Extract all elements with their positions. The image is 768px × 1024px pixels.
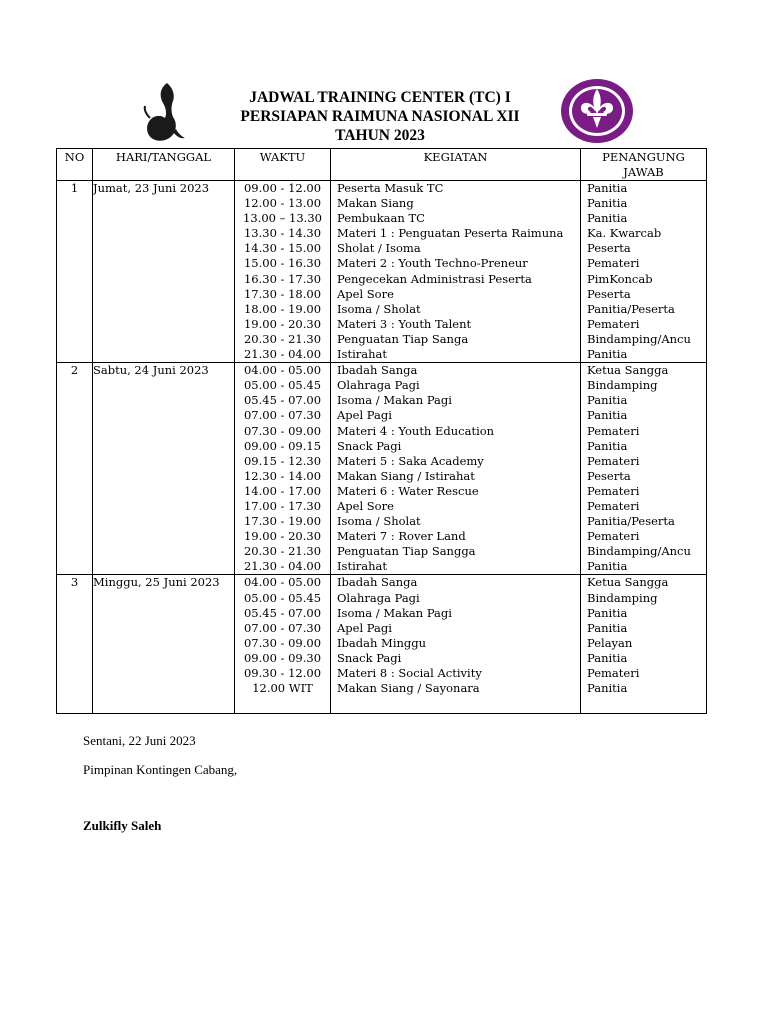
activity-item: Apel Pagi [337,620,392,635]
activity-item: Penguatan Tiap Sangga [337,544,476,559]
activity-item: Isoma / Makan Pagi [337,605,452,620]
day-date: Sabtu, 24 Juni 2023 [93,363,235,575]
activity-item: Materi 4 : Youth Education [337,423,495,438]
title-line-2: PERSIAPAN RAIMUNA NASIONAL XII [240,108,520,125]
activity-item-column [331,363,581,575]
table-row [57,575,707,714]
activity-item: Ibadah Minggu [337,635,427,650]
day-date: Jumat, 23 Juni 2023 [93,181,235,363]
person-in-charge: Ketua Sangga [587,363,669,378]
time-slot: 09.30 - 12.00 [243,666,322,680]
time-slot: 18.00 - 19.00 [243,301,322,316]
header-activity: KEGIATAN [331,149,581,181]
person-in-charge: Peserta [587,468,631,483]
time-slot-column [235,181,331,363]
time-slot: 20.30 - 21.30 [243,544,322,559]
header-day: HARI/TANGGAL [93,149,235,181]
person-in-charge: Pemateri [587,256,640,271]
person-in-charge: PimKoncab [587,271,653,286]
time-slot: 07.30 - 09.00 [243,423,322,438]
day-number: 3 [57,575,93,714]
document-title [190,88,570,145]
title-line-3: TAHUN 2023 [335,127,425,144]
person-in-charge: Panitia [587,559,628,574]
time-slot: 05.45 - 07.00 [243,393,322,408]
person-in-charge: Pelayan [587,635,633,650]
schedule-table [56,148,707,714]
time-slot: 07.00 - 07.30 [243,620,322,635]
time-slot: 21.30 - 04.00 [243,347,322,362]
time-slot: 12.00 WIT [252,681,313,696]
time-slot: 16.30 - 17.30 [243,271,322,286]
person-in-charge: Panitia [587,650,628,665]
person-in-charge: Pemateri [587,453,640,468]
time-slot: 14.30 - 15.00 [243,241,322,256]
person-in-charge: Panitia [587,681,628,696]
time-slot: 09.00 - 09.15 [243,438,322,453]
time-slot: 07.30 - 09.00 [243,635,322,650]
activity-item: Penguatan Tiap Sanga [337,331,469,346]
time-slot: 09.00 - 12.00 [243,181,322,195]
time-slot: 04.00 - 05.00 [243,575,322,590]
person-in-charge-column [581,181,707,363]
header-time: WAKTU [235,149,331,181]
day-number: 2 [57,363,93,575]
person-in-charge: Panitia [587,393,628,408]
activity-item-column [331,575,581,714]
signer-position: Pimpinan Kontingen Cabang, [83,762,238,777]
place-date: Sentani, 22 Juni 2023 [83,733,196,748]
header-person-in-charge [581,149,707,181]
person-in-charge: Panitia [587,620,628,635]
activity-item: Materi 7 : Rover Land [337,529,466,544]
time-slot: 13.00 – 13.30 [243,211,322,226]
activity-item: Materi 1 : Penguatan Peserta Raimuna [337,226,564,241]
person-in-charge: Pemateri [587,498,640,513]
fleur-de-lis-emblem-icon [560,78,634,144]
activity-item: Sholat / Isoma [337,241,421,256]
time-slot: 21.30 - 04.00 [243,559,322,574]
table-row [57,181,707,363]
time-slot-column [235,575,331,714]
person-in-charge: Bindamping [587,378,658,393]
time-slot: 20.30 - 21.30 [243,331,322,346]
time-slot: 17.00 - 17.30 [243,498,322,513]
time-slot: 05.00 - 05.45 [243,378,322,393]
header-pj-line-2: JAWAB [623,165,664,179]
activity-item-column [331,181,581,363]
person-in-charge-column [581,363,707,575]
header-pj-line-1: PENANGUNG [602,150,685,164]
activity-item: Istirahat [337,347,387,362]
person-in-charge: Ketua Sangga [587,575,669,590]
time-slot: 07.00 - 07.30 [243,408,322,423]
activity-item: Ibadah Sanga [337,363,418,378]
time-slot: 05.00 - 05.45 [243,590,322,605]
time-slot: 04.00 - 05.00 [243,363,322,378]
activity-item: Makan Siang [337,196,414,211]
person-in-charge: Panitia [587,605,628,620]
activity-item: Pembukaan TC [337,211,425,226]
time-slot: 09.15 - 12.30 [243,453,322,468]
person-in-charge: Pemateri [587,483,640,498]
person-in-charge: Panitia/Peserta [587,514,675,529]
time-slot: 19.00 - 20.30 [243,316,322,331]
activity-item: Apel Sore [337,286,394,301]
person-in-charge: Peserta [587,286,631,301]
signer-name: Zulkifly Saleh [83,818,162,833]
title-line-1: JADWAL TRAINING CENTER (TC) I [249,89,511,106]
time-slot-column [235,363,331,575]
person-in-charge: Panitia [587,438,628,453]
activity-item: Materi 3 : Youth Talent [337,316,472,331]
activity-item: Materi 2 : Youth Techno-Preneur [337,256,528,271]
activity-item: Snack Pagi [337,438,402,453]
day-date: Minggu, 25 Juni 2023 [93,575,235,714]
time-slot: 14.00 - 17.00 [243,483,322,498]
activity-item: Materi 6 : Water Rescue [337,483,479,498]
activity-item: Materi 8 : Social Activity [337,666,482,680]
activity-item: Istirahat [337,559,387,574]
tunas-kelapa-logo [140,80,188,148]
activity-item: Materi 5 : Saka Academy [337,453,484,468]
activity-item: Makan Siang / Istirahat [337,468,475,483]
time-slot: 17.30 - 19.00 [243,514,322,529]
day-number: 1 [57,181,93,363]
activity-item: Makan Siang / Sayonara [337,681,480,696]
person-in-charge: Bindamping/Ancu [587,331,691,346]
person-in-charge: Bindamping/Ancu [587,544,691,559]
person-in-charge: Pemateri [587,529,640,544]
activity-item: Olahraga Pagi [337,590,420,605]
person-in-charge: Panitia [587,181,628,195]
time-slot: 15.00 - 16.30 [243,256,322,271]
time-slot: 09.00 - 09.30 [243,650,322,665]
activity-item: Snack Pagi [337,650,402,665]
time-slot: 05.45 - 07.00 [243,605,322,620]
activity-item: Isoma / Sholat [337,514,421,529]
time-slot: 13.30 - 14.30 [243,226,322,241]
activity-item: Pengecekan Administrasi Peserta [337,271,532,286]
person-in-charge: Panitia [587,408,628,423]
person-in-charge: Panitia [587,347,628,362]
activity-item: Peserta Masuk TC [337,181,444,195]
activity-item: Apel Pagi [337,408,392,423]
person-in-charge: Panitia [587,196,628,211]
person-in-charge: Panitia [587,211,628,226]
header-no: NO [57,149,93,181]
time-slot: 17.30 - 18.00 [243,286,322,301]
person-in-charge: Panitia/Peserta [587,301,675,316]
person-in-charge: Pemateri [587,666,640,680]
table-header-row [57,149,707,181]
person-in-charge: Peserta [587,241,631,256]
person-in-charge-column [581,575,707,714]
activity-item: Isoma / Makan Pagi [337,393,452,408]
person-in-charge: Bindamping [587,590,658,605]
time-slot: 12.00 - 13.00 [243,196,322,211]
activity-item: Isoma / Sholat [337,301,421,316]
table-row [57,363,707,575]
activity-item: Olahraga Pagi [337,378,420,393]
person-in-charge: Pemateri [587,316,640,331]
activity-item: Ibadah Sanga [337,575,418,590]
person-in-charge: Pemateri [587,423,640,438]
activity-item: Apel Sore [337,498,394,513]
person-in-charge: Ka. Kwarcab [587,226,662,241]
time-slot: 19.00 - 20.30 [243,529,322,544]
time-slot: 12.30 - 14.00 [243,468,322,483]
